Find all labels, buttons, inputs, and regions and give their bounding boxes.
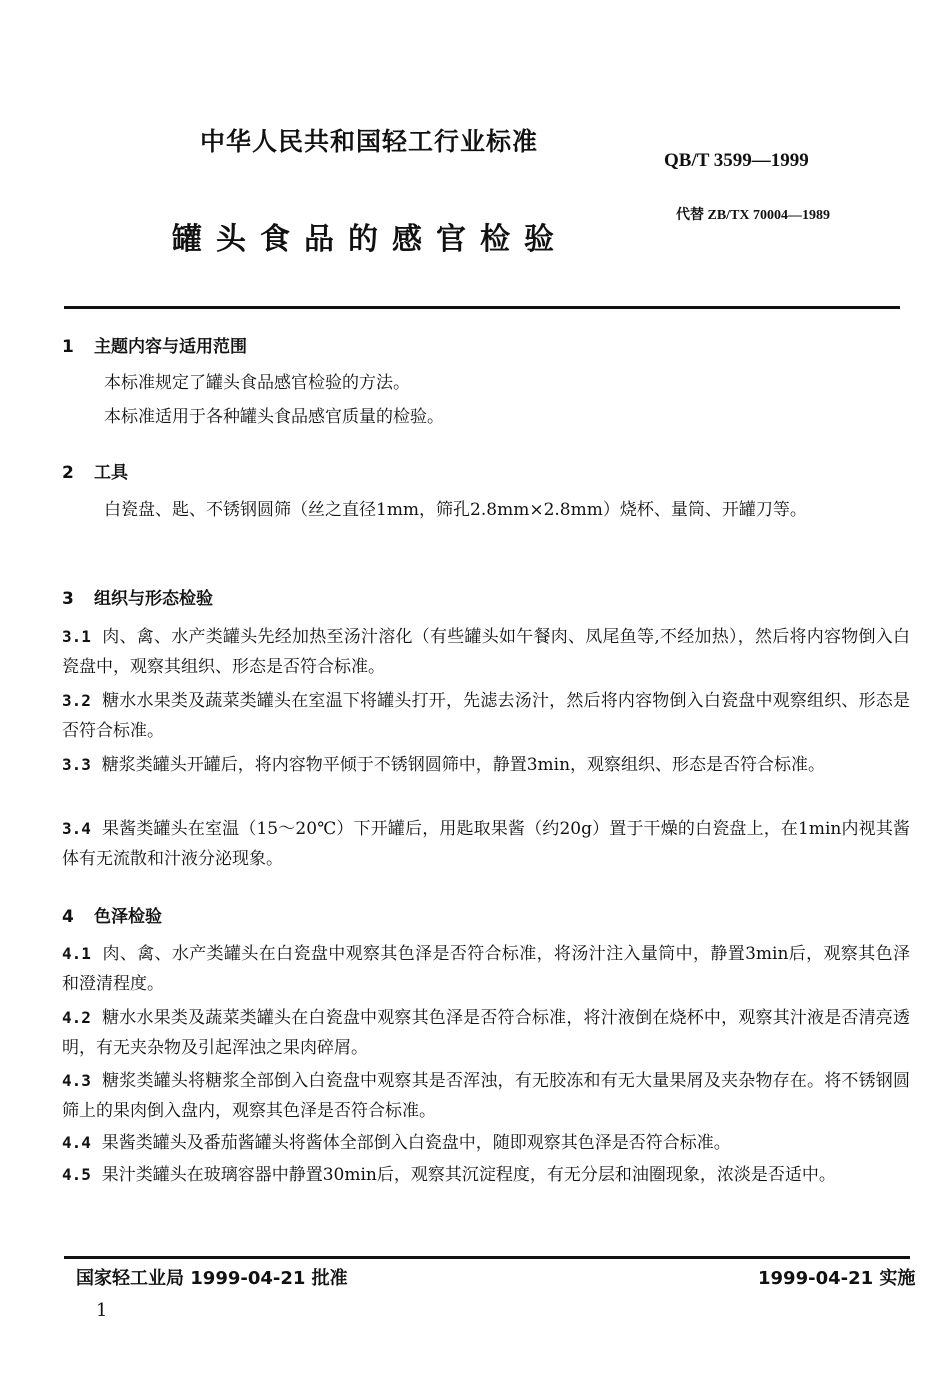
clause-3-4 — [62, 814, 910, 874]
clause-4-5 — [62, 1160, 910, 1190]
section-title: 主题内容与适用范围 — [94, 337, 247, 357]
section-2-heading — [62, 458, 128, 483]
section-number: 2 — [62, 463, 74, 483]
standard-number: QB/T 3599—1999 — [664, 150, 809, 171]
section-2-paragraph: 白瓷盘、匙、不锈钢圆筛（丝之直径1mm，筛孔2.8mm×2.8mm）烧杯、量筒、开罐刀等。 — [104, 500, 807, 520]
section-1-paragraph-2: 本标准适用于各种罐头食品感官质量的检验。 — [104, 407, 444, 427]
section-number: 4 — [62, 907, 74, 927]
implementation-date: 1999-04-21 实施 — [758, 1268, 916, 1289]
clause-4-1 — [62, 939, 910, 999]
footer-divider — [64, 1256, 910, 1259]
page-number: 1 — [96, 1300, 108, 1321]
clause-text: 肉、禽、水产类罐头在白瓷盘中观察其色泽是否符合标准，将汤汁注入量筒中，静置3min后，观察其色泽和澄清程度。 — [62, 944, 910, 994]
clause-text: 糖浆类罐头开罐后，将内容物平倾于不锈钢圆筛中，静置3min，观察组织、形态是否符合标准。 — [101, 755, 826, 775]
section-1-heading — [62, 332, 247, 357]
section-title: 组织与形态检验 — [94, 589, 213, 609]
issuing-authority: 中华人民共和国轻工行业标准 — [200, 127, 539, 156]
section-title: 工具 — [94, 463, 128, 483]
clause-text: 果酱类罐头及番茄酱罐头将酱体全部倒入白瓷盘中，随即观察其色泽是否符合标准。 — [101, 1133, 731, 1153]
approval-info: 国家轻工业局 1999-04-21 批准 — [76, 1268, 348, 1289]
clause-text: 糖水水果类及蔬菜类罐头在白瓷盘中观察其色泽是否符合标准，将汁液倒在烧杯中，观察其汁液是否清亮透明，有无夹杂物及引起浑浊之果肉碎屑。 — [62, 1008, 911, 1058]
replaces-standard: 代替 ZB/TX 70004—1989 — [676, 208, 831, 223]
section-number: 3 — [62, 589, 74, 609]
clause-text: 果汁类罐头在玻璃容器中静置30min后，观察其沉淀程度，有无分层和油圈现象，浓淡是否适中。 — [101, 1165, 836, 1185]
clause-text: 糖水水果类及蔬菜类罐头在室温下将罐头打开，先滤去汤汁，然后将内容物倒入白瓷盘中观察组织、形态是否符合标准。 — [62, 691, 911, 741]
header-divider — [64, 306, 900, 309]
clause-text: 肉、禽、水产类罐头先经加热至汤汁溶化（有些罐头如午餐肉、凤尾鱼等,不经加热），然后将内容物倒入白瓷盘中，观察其组织、形态是否符合标准。 — [62, 627, 911, 677]
clause-number: 4.1 — [62, 944, 91, 963]
clause-number: 3.1 — [62, 627, 91, 646]
clause-number: 4.3 — [62, 1071, 91, 1090]
document-title: 罐头食品的感官检验 — [172, 222, 568, 257]
clause-number: 4.4 — [62, 1133, 91, 1152]
clause-number: 3.4 — [62, 819, 91, 838]
clause-4-2 — [62, 1003, 910, 1063]
clause-text: 糖浆类罐头将糖浆全部倒入白瓷盘中观察其是否浑浊，有无胶冻和有无大量果屑及夹杂物存在。将不锈钢圆筛上的果肉倒入盘内，观察其色泽是否符合标准。 — [62, 1071, 911, 1121]
section-4-heading — [62, 902, 162, 927]
clause-4-3 — [62, 1066, 910, 1126]
clause-3-1 — [62, 622, 910, 682]
clause-text: 果酱类罐头在室温（15～20℃）下开罐后，用匙取果酱（约20g）置于干燥的白瓷盘上，在1min内视其酱体有无流散和汁液分泌现象。 — [62, 819, 910, 869]
clause-4-4 — [62, 1128, 910, 1158]
section-3-heading — [62, 584, 213, 609]
clause-number: 3.2 — [62, 691, 91, 710]
clause-number: 3.3 — [62, 755, 91, 774]
clause-3-2 — [62, 686, 910, 746]
section-number: 1 — [62, 337, 74, 357]
clause-3-3 — [62, 750, 910, 780]
section-1-paragraph-1: 本标准规定了罐头食品感官检验的方法。 — [104, 373, 410, 393]
clause-number: 4.5 — [62, 1165, 91, 1184]
clause-number: 4.2 — [62, 1008, 91, 1027]
section-title: 色泽检验 — [94, 907, 162, 927]
